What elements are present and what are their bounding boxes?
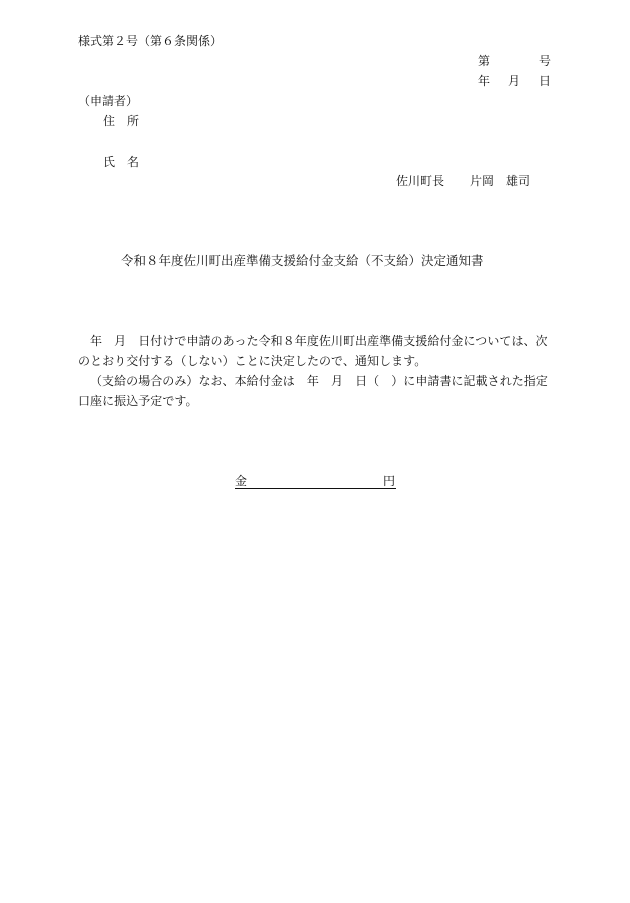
amount-line (235, 474, 396, 489)
document-title: 令和８年度佐川町出産準備支援給付金支給（不支給）決定通知書 (121, 253, 484, 268)
doc-number-prefix: 第 (478, 54, 491, 68)
applicant-name-label: 氏 名 (103, 155, 140, 169)
form-number: 様式第２号（第６条関係） (78, 34, 223, 48)
applicant-address-label: 住 所 (103, 114, 140, 128)
applicant-label: （申請者） (78, 94, 139, 108)
amount-prefix: 金 (235, 474, 248, 488)
body-line: 年 月 日付けで申請のあった令和８年度佐川町出産準備支援給付金については、次 (78, 334, 548, 348)
issuer-title: 佐川町長 (396, 174, 445, 188)
date-year: 年 (478, 74, 491, 88)
body-line: のとおり交付する（しない）ことに決定したので、通知します。 (78, 354, 427, 368)
date-month: 月 (508, 74, 521, 88)
date-day: 日 (539, 74, 552, 88)
issuer-name: 片岡 雄司 (470, 174, 531, 188)
amount-suffix: 円 (382, 474, 395, 488)
body-line: 口座に振込予定です。 (78, 394, 198, 408)
doc-number-suffix: 号 (539, 54, 552, 68)
body-line: （支給の場合のみ）なお、本給付金は 年 月 日（ ）に申請書に記載された指定 (90, 374, 548, 388)
